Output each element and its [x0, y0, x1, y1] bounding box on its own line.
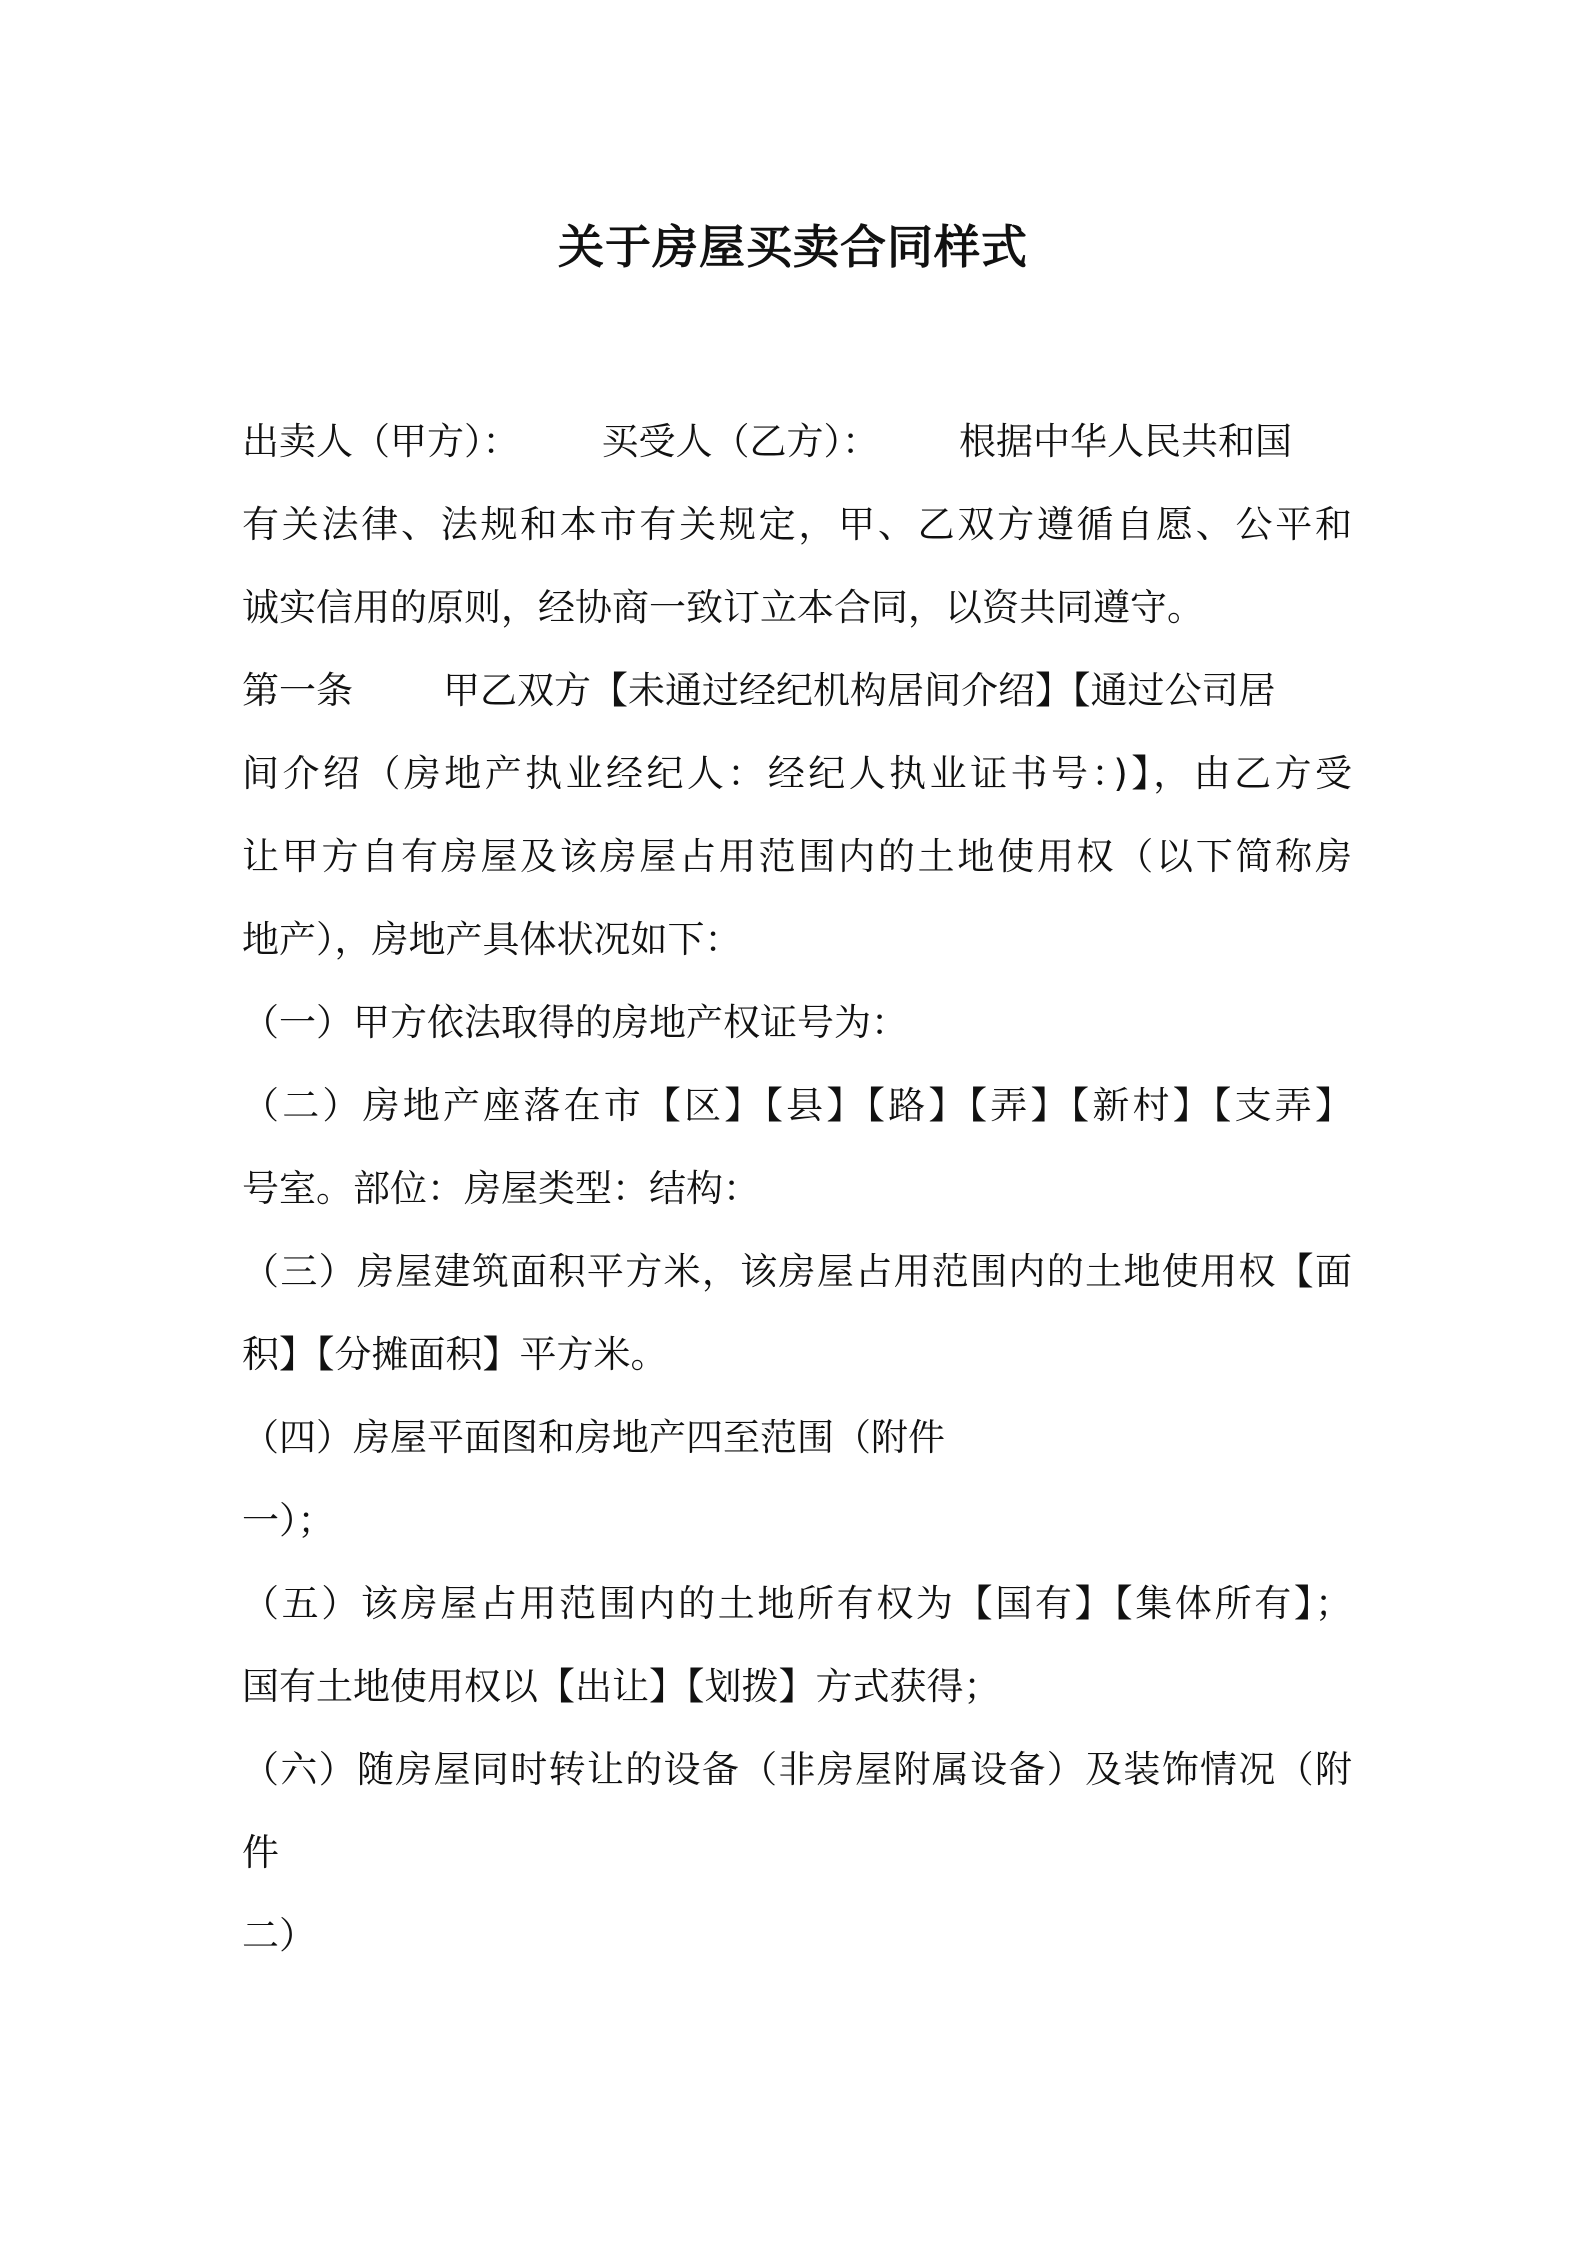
document-title: 关于房屋买卖合同样式: [558, 220, 1028, 274]
paragraph-line: 间介绍（房地产执业经纪人：经纪人执业证书号：)】，由乙方受: [242, 752, 1352, 795]
paragraph-line: 地产），房地产具体状况如下：: [242, 918, 742, 961]
paragraph-line: （二）房地产座落在市【区】【县】【路】【弄】【新村】【支弄】: [242, 1084, 1352, 1127]
paragraph-line: 号室。部位：房屋类型：结构：: [242, 1167, 760, 1210]
paragraph-line: [242, 649, 1352, 732]
paragraph-line: 让甲方自有房屋及该房屋占用范围内的土地使用权（以下简称房: [242, 835, 1352, 878]
paragraph-line: （四）房屋平面图和房地产四至范围（附件: [242, 1416, 945, 1459]
paragraph-line: [242, 400, 1352, 483]
article-number: 第一条: [242, 669, 353, 712]
paragraph-line: （一）甲方依法取得的房地产权证号为：: [242, 1001, 908, 1044]
article-text: 甲乙双方【未通过经纪机构居间介绍】【通过公司居: [443, 669, 1276, 712]
paragraph-line: 诚实信用的原则，经协商一致订立本合同，以资共同遵守。: [242, 586, 1204, 629]
buyer-label: 买受人（乙方）：: [601, 420, 879, 463]
paragraph-line: （三）房屋建筑面积平方米，该房屋占用范围内的土地使用权【面: [242, 1250, 1352, 1293]
paragraph-line: 一）；: [242, 1499, 335, 1542]
intro-text: 根据中华人民共和国: [959, 420, 1292, 463]
paragraph-line: 二）: [242, 1914, 316, 1957]
paragraph-line: 件: [242, 1831, 279, 1874]
paragraph-line: （五）该房屋占用范围内的土地所有权为【国有】【集体所有】；: [242, 1582, 1352, 1625]
document-body: [242, 400, 1352, 1977]
seller-label: 出卖人（甲方）：: [242, 420, 520, 463]
paragraph-line: 积】【分摊面积】平方米。: [242, 1333, 668, 1376]
paragraph-line: 国有土地使用权以【出让】【划拨】方式获得；: [242, 1665, 1001, 1708]
paragraph-line: （六）随房屋同时转让的设备（非房屋附属设备）及装饰情况（附: [242, 1748, 1352, 1791]
paragraph-line: 有关法律、法规和本市有关规定，甲、乙双方遵循自愿、公平和: [242, 503, 1352, 546]
